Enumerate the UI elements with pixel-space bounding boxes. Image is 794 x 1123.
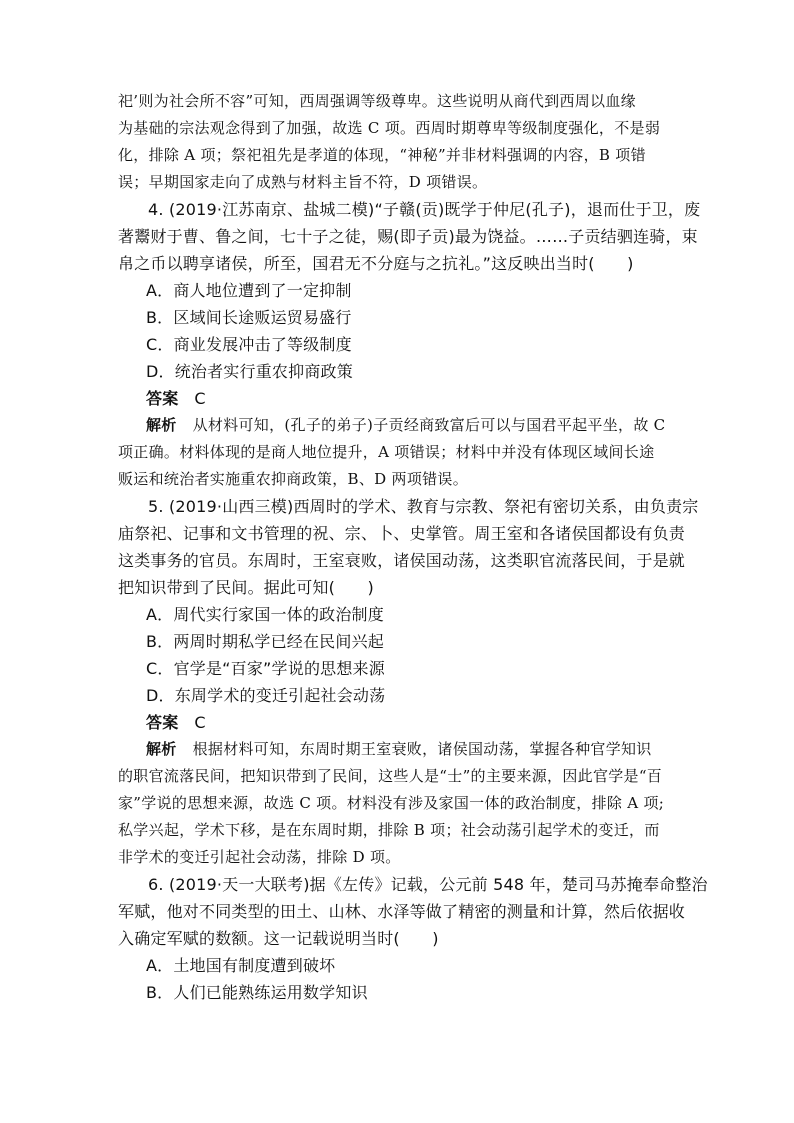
question-stem-line: 4. (2019·江苏南京、盐城二模)“子赣(贡)既学于仲尼(孔子)，退而仕于卫，废 (148, 200, 701, 219)
option-a: A．商人地位遭到了一定抑制 (146, 281, 352, 300)
answer-label: 答案 (146, 389, 179, 408)
answer-row (118, 385, 680, 412)
analysis-label: 解析 (146, 740, 177, 758)
question-5 (118, 493, 699, 871)
question-stem-line: 入确定军赋的数额。这一记载说明当时( ) (118, 929, 439, 948)
option-d: D．统治者实行重农抑商政策 (146, 362, 353, 381)
analysis-line: 非学术的变迁引起社会动荡，排除 D 项。 (118, 848, 401, 866)
text-line: 祀’则为社会所不容”可知，西周强调等级尊卑。这些说明从商代到西周以血缘 (118, 92, 636, 110)
answer-value: C (194, 389, 206, 408)
answer-row (118, 709, 680, 736)
analysis-line (118, 736, 680, 763)
analysis-line: 的职官流落民间，把知识带到了民间，这些人是“士”的主要来源，因此官学是“百 (118, 767, 663, 785)
option-a: A．土地国有制度遭到破坏 (146, 956, 336, 975)
question-stem-line: 6. (2019·天一大联考)据《左传》记载，公元前 548 年，楚司马苏掩奉命整治 (148, 875, 708, 894)
question-stem-line: 军赋，他对不同类型的田土、山林、水泽等做了精密的测量和计算，然后依据收 (118, 902, 686, 921)
analysis-continuation (118, 88, 680, 196)
analysis-line (118, 412, 680, 439)
question-stem-line: 帛之币以聘享诸侯，所至，国君无不分庭与之抗礼。”这反映出当时( ) (118, 254, 634, 273)
option-a: A．周代实行家国一体的政治制度 (146, 605, 384, 624)
analysis-line: 家”学说的思想来源，故选 C 项。材料没有涉及家国一体的政治制度，排除 A 项; (118, 794, 665, 812)
question-stem-line: 著鬻财于曹、鲁之间，七十子之徒，赐(即子贡)最为饶益。……子贡结驷连骑，束 (118, 227, 698, 246)
analysis-line: 私学兴起，学术下移，是在东周时期，排除 B 项；社会动荡引起学术的变迁，而 (118, 821, 660, 839)
option-b: B．两周时期私学已经在民间兴起 (146, 632, 384, 651)
text-line: 误；早期国家走向了成熟与材料主旨不符，D 项错误。 (118, 173, 488, 191)
option-d: D．东周学术的变迁引起社会动荡 (146, 686, 386, 705)
question-stem-line: 把知识带到了民间。据此可知( ) (118, 578, 374, 597)
analysis-line: 贩运和统治者实施重农抑商政策，B、D 两项错误。 (118, 470, 469, 488)
answer-value: C (194, 713, 206, 732)
option-b: B．区域间长途贩运贸易盛行 (146, 308, 352, 327)
option-b: B．人们已能熟练运用数学知识 (146, 983, 368, 1002)
document-page (118, 88, 708, 1006)
analysis-label: 解析 (146, 416, 177, 434)
question-6 (118, 871, 708, 1006)
question-stem-line: 5. (2019·山西三模)西周时的学术、教育与宗教、祭祀有密切关系，由负责宗 (148, 497, 699, 516)
text-line: 为基础的宗法观念得到了加强，故选 C 项。西周时期尊卑等级制度强化，不是弱 (118, 119, 661, 137)
question-stem-line: 这类事务的官员。东周时，王室衰败，诸侯国动荡，这类职官流落民间，于是就 (118, 551, 686, 570)
answer-label: 答案 (146, 713, 179, 732)
text-line: 化，排除 A 项；祭祀祖先是孝道的体现，“神秘”并非材料强调的内容，B 项错 (118, 146, 646, 164)
analysis-line: 项正确。材料体现的是商人地位提升，A 项错误；材料中并没有体现区域间长途 (118, 443, 655, 461)
analysis-text: 根据材料可知，东周时期王室衰败，诸侯国动荡，掌握各种官学知识 (192, 740, 652, 758)
option-c: C．官学是“百家”学说的思想来源 (146, 659, 385, 678)
question-4 (118, 196, 701, 493)
question-stem-line: 庙祭祀、记事和文书管理的祝、宗、卜、史掌管。周王室和各诸侯国都设有负责 (118, 524, 686, 543)
analysis-text: 从材料可知，(孔子的弟子)子贡经商致富后可以与国君平起平坐，故 C (192, 416, 666, 434)
option-c: C．商业发展冲击了等级制度 (146, 335, 352, 354)
